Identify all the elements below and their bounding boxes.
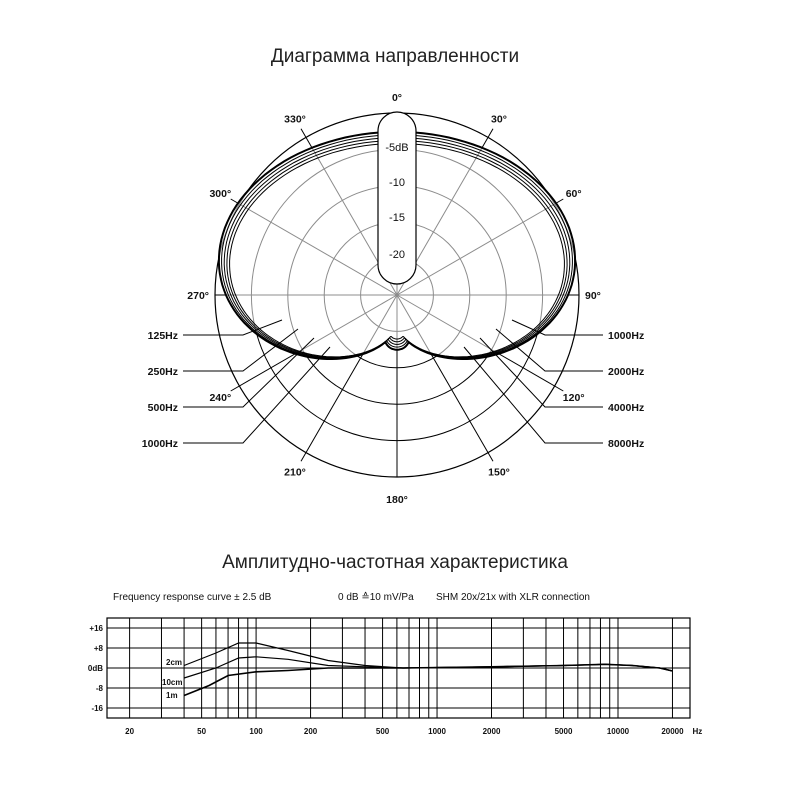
response-tolerance-note: Frequency response curve ± 2.5 dB bbox=[113, 592, 272, 603]
connection-note: SHM 20x/21x with XLR connection bbox=[436, 592, 590, 603]
frequency-chart-title: Амплитудно-частотная характеристика bbox=[222, 552, 568, 573]
frequency-label-left: 500Hz bbox=[147, 402, 178, 414]
frequency-label-left: 125Hz bbox=[147, 330, 178, 342]
frequency-y-tick: +8 bbox=[93, 644, 103, 653]
frequency-y-tick: -16 bbox=[91, 704, 103, 713]
frequency-x-tick: 2000 bbox=[482, 727, 501, 736]
polar-angle-label: 270° bbox=[187, 290, 209, 302]
frequency-label-right: 2000Hz bbox=[608, 366, 645, 378]
frequency-x-tick: 5000 bbox=[554, 727, 573, 736]
frequency-series-label: 1m bbox=[166, 691, 178, 700]
frequency-y-tick: +16 bbox=[89, 624, 103, 633]
frequency-x-tick: 20 bbox=[125, 727, 135, 736]
frequency-x-tick: 200 bbox=[303, 727, 318, 736]
frequency-label-right: 1000Hz bbox=[608, 330, 645, 342]
polar-ring-label: -5dB bbox=[385, 142, 409, 154]
frequency-label-left: 1000Hz bbox=[141, 438, 178, 450]
frequency-x-tick: 500 bbox=[375, 727, 390, 736]
polar-angle-label: 210° bbox=[284, 466, 306, 479]
frequency-label-right: 4000Hz bbox=[608, 402, 645, 414]
polar-ring-label: -20 bbox=[389, 249, 405, 261]
frequency-x-tick: 100 bbox=[249, 727, 263, 736]
frequency-label-right: 8000Hz bbox=[608, 438, 645, 450]
frequency-x-tick: 20000 bbox=[661, 727, 684, 736]
polar-angle-label: 150° bbox=[488, 466, 510, 479]
frequency-response-chart bbox=[0, 520, 800, 800]
polar-chart-title: Диаграмма направленности bbox=[270, 46, 520, 67]
frequency-y-tick: -8 bbox=[95, 684, 103, 693]
polar-angle-label: 240° bbox=[209, 392, 232, 404]
frequency-label-left: 250Hz bbox=[147, 366, 178, 378]
polar-angle-label: 300° bbox=[209, 188, 232, 200]
frequency-series-label: 2cm bbox=[166, 658, 183, 667]
frequency-x-tick: 1000 bbox=[428, 727, 446, 736]
polar-angle-label: 30° bbox=[491, 113, 507, 126]
polar-angle-label: 90° bbox=[585, 290, 601, 302]
polar-angle-label: 60° bbox=[565, 188, 582, 200]
frequency-y-tick: 0dB bbox=[87, 664, 103, 673]
polar-angle-label: 120° bbox=[562, 392, 585, 404]
polar-angle-label: 180° bbox=[386, 494, 408, 506]
frequency-x-tick: 50 bbox=[197, 727, 207, 736]
polar-angle-label: 330° bbox=[284, 113, 306, 126]
frequency-leader-left bbox=[183, 347, 330, 443]
polar-ring-label: -15 bbox=[389, 212, 405, 224]
sensitivity-note: 0 dB ≙10 mV/Pa bbox=[338, 592, 414, 603]
polar-ring-label: -10 bbox=[389, 177, 405, 189]
frequency-series-label: 10cm bbox=[162, 678, 183, 687]
frequency-x-tick: 10000 bbox=[606, 727, 630, 736]
polar-angle-label: 0° bbox=[391, 92, 403, 104]
frequency-x-unit: Hz bbox=[692, 727, 703, 736]
